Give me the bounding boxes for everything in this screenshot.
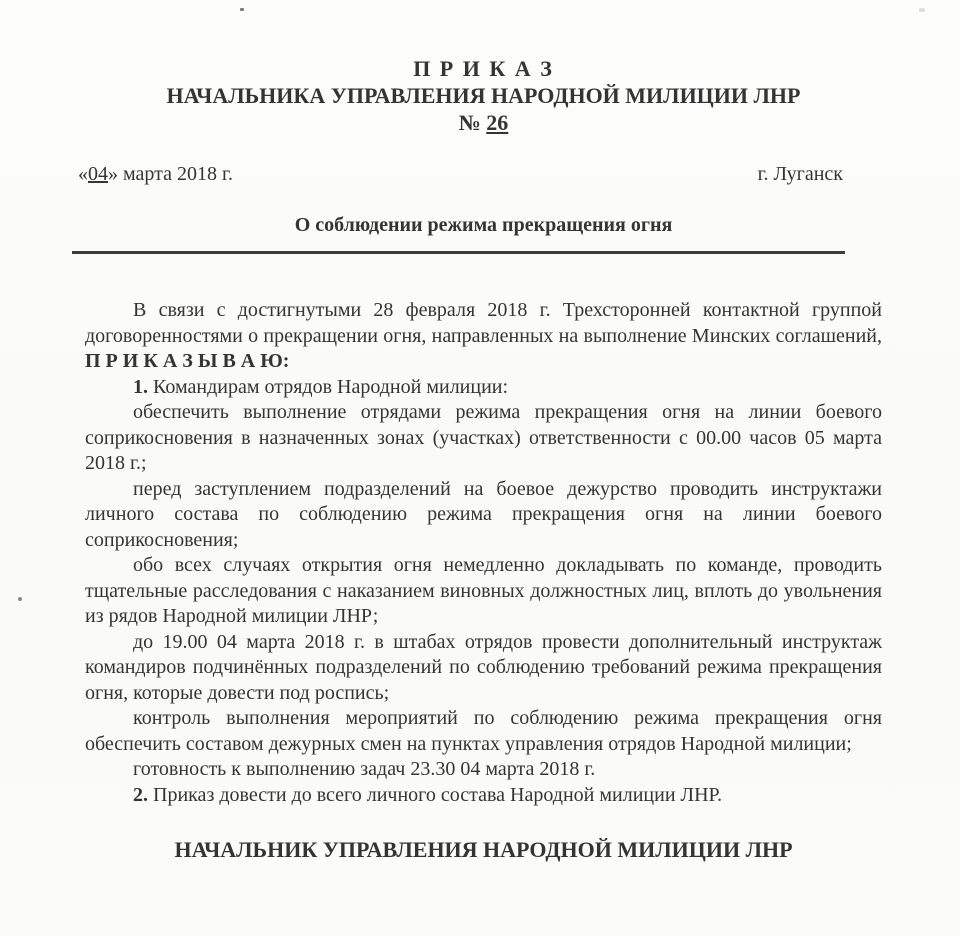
scan-speck (919, 8, 925, 12)
open-quote: « (78, 163, 88, 185)
order-verb: П Р И К А З Ы В А Ю: (85, 350, 290, 372)
document-place: г. Луганск (757, 163, 843, 185)
number-sign: № (458, 110, 487, 135)
document-body (85, 298, 882, 808)
sub-item-briefings: перед заступлением подразделений на боевое дежурство проводить инструктажи личного состава по соблюдению режима прекращения огня на линии боевого соприкосновения; (85, 477, 882, 551)
subject-line: О соблюдении режима прекращения огня (294, 214, 673, 236)
item-text: Командирам отрядов Народной милиции: (148, 375, 509, 398)
document-header (85, 55, 882, 136)
scan-speck (240, 8, 244, 11)
scan-speck (18, 597, 22, 601)
order-issuer: НАЧАЛЬНИКА УПРАВЛЕНИЯ НАРОДНОЙ МИЛИЦИИ ЛНР (166, 83, 801, 108)
order-number (85, 109, 882, 136)
intro-text: В связи с достигнутыми 28 февраля 2018 г. Трехсторонней контактной группой договоренностями о прекращении огня, направленных на выполнение Минских соглашений, (85, 299, 882, 347)
date-rest: » марта 2018 г. (108, 163, 233, 185)
order-title: П Р И К А З (413, 56, 554, 81)
date-day: 04 (88, 163, 108, 185)
number-value: 26 (486, 110, 509, 135)
sub-item-ensure-ceasefire: обеспечить выполнение отрядами режима прекращения огня на линии боевого соприкосновения в назначенных зонах (участках) ответственности с 00.00 часов 05 марта 2018 г.; (85, 401, 882, 474)
paragraph-intro (85, 298, 882, 375)
divider-rule (72, 251, 845, 254)
list-item-2 (85, 783, 882, 809)
list-item-1 (85, 375, 882, 401)
sub-item-control: контроль выполнения мероприятий по соблюдению режима прекращения огня обеспечить составом дежурных смен на пунктах управления отрядов Народной милиции; (85, 707, 882, 755)
sub-item-readiness: готовность к выполнению задач 23.30 04 марта 2018 г. (133, 758, 596, 780)
item-number: 1. (133, 375, 148, 398)
item-text: Приказ довести до всего личного состава Народной милиции ЛНР. (148, 783, 723, 806)
signature-title: НАЧАЛЬНИК УПРАВЛЕНИЯ НАРОДНОЙ МИЛИЦИИ ЛНР (174, 837, 793, 862)
document-date (78, 162, 233, 186)
sub-item-extra-briefing: до 19.00 04 марта 2018 г. в штабах отрядов провести дополнительный инструктаж командиров подчинённых подразделений по соблюдению требований режима прекращения огня, которые довести под роспись; (85, 630, 882, 704)
item-number: 2. (133, 783, 148, 806)
date-place-row (78, 162, 843, 186)
sub-item-report-fire: обо всех случаях открытия огня немедленно докладывать по команде, проводить тщательные расследования с наказанием виновных должностных лиц, вплоть до увольнения из рядов Народной милиции ЛНР; (85, 554, 882, 627)
